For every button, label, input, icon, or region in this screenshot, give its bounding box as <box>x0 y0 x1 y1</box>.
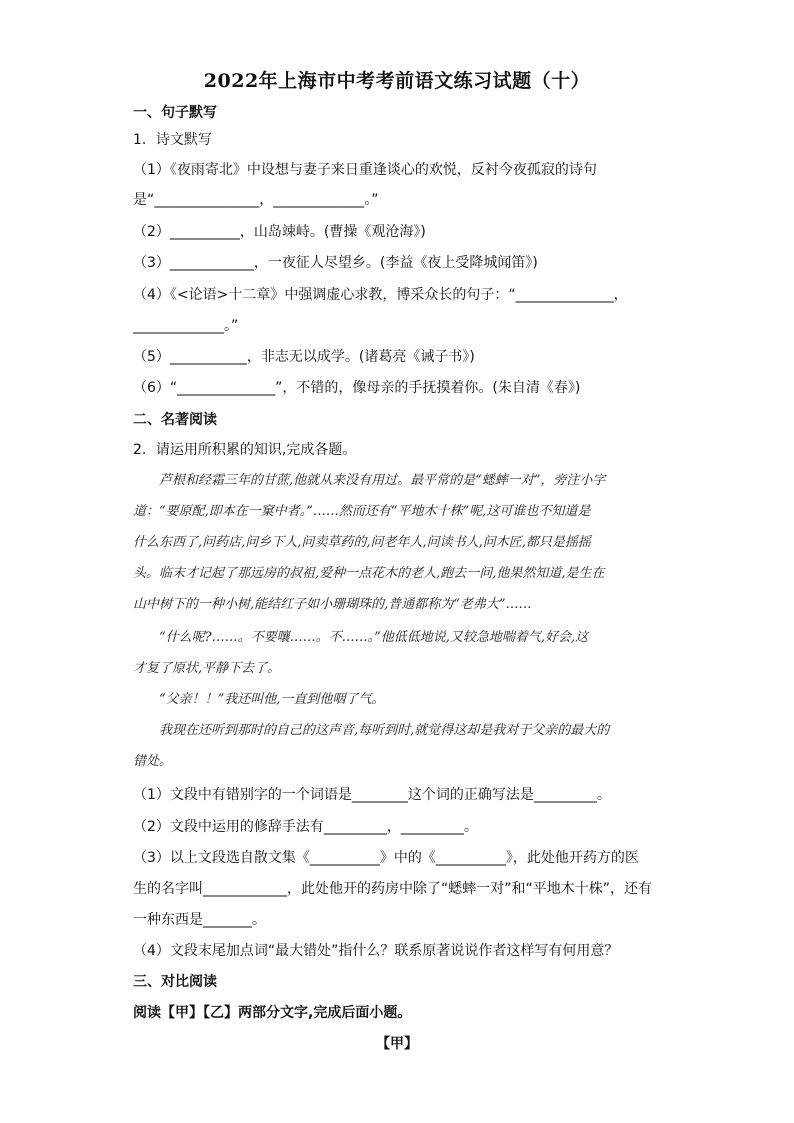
excerpt-line: 我现在还听到那时的自己的这声音,每听到时,就觉得这却是我对于父亲的最大的 <box>133 723 610 738</box>
excerpt-line: 才复了原状,平静下去了。 <box>133 661 281 676</box>
dictation-item-4: （4）《<论语>十二章》中强调虚心求教，博采众长的句子：“______________， <box>133 287 628 303</box>
subquestion-1: （1）文段中有错别字的一个词语是________这个词的正确写法是_________。 <box>133 787 611 803</box>
passage-jia-label: 【甲】 <box>376 1036 418 1052</box>
dictation-item-1-blank: 是“_______________，_____________。” <box>133 192 379 208</box>
dictation-item-1: （1）《夜雨寄北》中设想与妻子来日重逢谈心的欢悦，反衬今夜孤寂的诗句 <box>133 162 597 178</box>
subquestion-3: （3）以上文段选自散文集《__________》中的《__________》，此处他开药方的医 <box>133 850 639 866</box>
dictation-item-5: （5）___________，非志无以成学。(诸葛亮《诫子书》) <box>133 349 475 365</box>
excerpt-line: “父亲！！”我还叫他,一直到他咽了气。 <box>133 692 385 707</box>
dictation-item-4-blank: _____________。” <box>133 318 239 334</box>
page-title: 2022年上海市中考考前语文练习试题（十） <box>203 70 591 92</box>
subquestion-2: （2）文段中运用的修辞手法有_________，_________。 <box>133 819 478 835</box>
section-heading-dictation: 一、句子默写 <box>133 105 217 121</box>
dictation-item-6: （6）“______________”，不错的，像母亲的手抚摸着你。(朱自清《春》) <box>133 380 581 396</box>
subquestion-3-cont: 生的名字叫____________，此处他开的药房中除了“蟋蟀一对”和“平地木十株”，还有 <box>133 881 653 897</box>
question-1: 1．诗文默写 <box>133 132 212 148</box>
excerpt-line: 道：“要原配,即本在一窠中者。”……然而还有“平地木十株”呢,这可谁也不知道是 <box>133 504 591 519</box>
section-heading-comparison: 三、对比阅读 <box>133 974 217 990</box>
excerpt-line: 什么东西了,问药店,问乡下人,问卖草药的,问老年人,问读书人,问木匠,都只是摇摇 <box>133 535 591 550</box>
subquestion-3-cont: 一种东西是_______。 <box>133 912 266 928</box>
dictation-item-2: （2）__________，山岛竦峙。(曹操《观沧海》) <box>133 224 426 240</box>
excerpt-line: 错处。 <box>133 754 173 769</box>
excerpt-line: 芦根和经霜三年的甘蔗,他就从来没有用过。最平常的是“蟋蟀一对”，旁注小字 <box>133 473 606 488</box>
excerpt-line: 头。临末才记起了那远房的叔祖,爱种一点花木的老人,跑去一问,他果然知道,是生在 <box>133 566 605 581</box>
excerpt-line: “什么呢?……。不要嚷……。不……。”他低低地说,又较急地喘着气,好会,这 <box>133 630 589 645</box>
excerpt-line: 山中树下的一种小树,能结红子如小珊瑚珠的,普通都称为“老弗大”…… <box>133 597 532 612</box>
section-heading-classics: 二、名著阅读 <box>133 412 217 428</box>
dictation-item-3: （3）____________，一夜征人尽望乡。(李益《夜上受降城闻笛》) <box>133 255 538 271</box>
comparison-intro: 阅读【甲】【乙】两部分文字,完成后面小题。 <box>133 1005 412 1021</box>
subquestion-4: （4）文段末尾加点词“最大错处”指什么？联系原著说说作者这样写有何用意？ <box>133 943 619 959</box>
question-2: 2．请运用所积累的知识,完成各题。 <box>133 442 357 458</box>
